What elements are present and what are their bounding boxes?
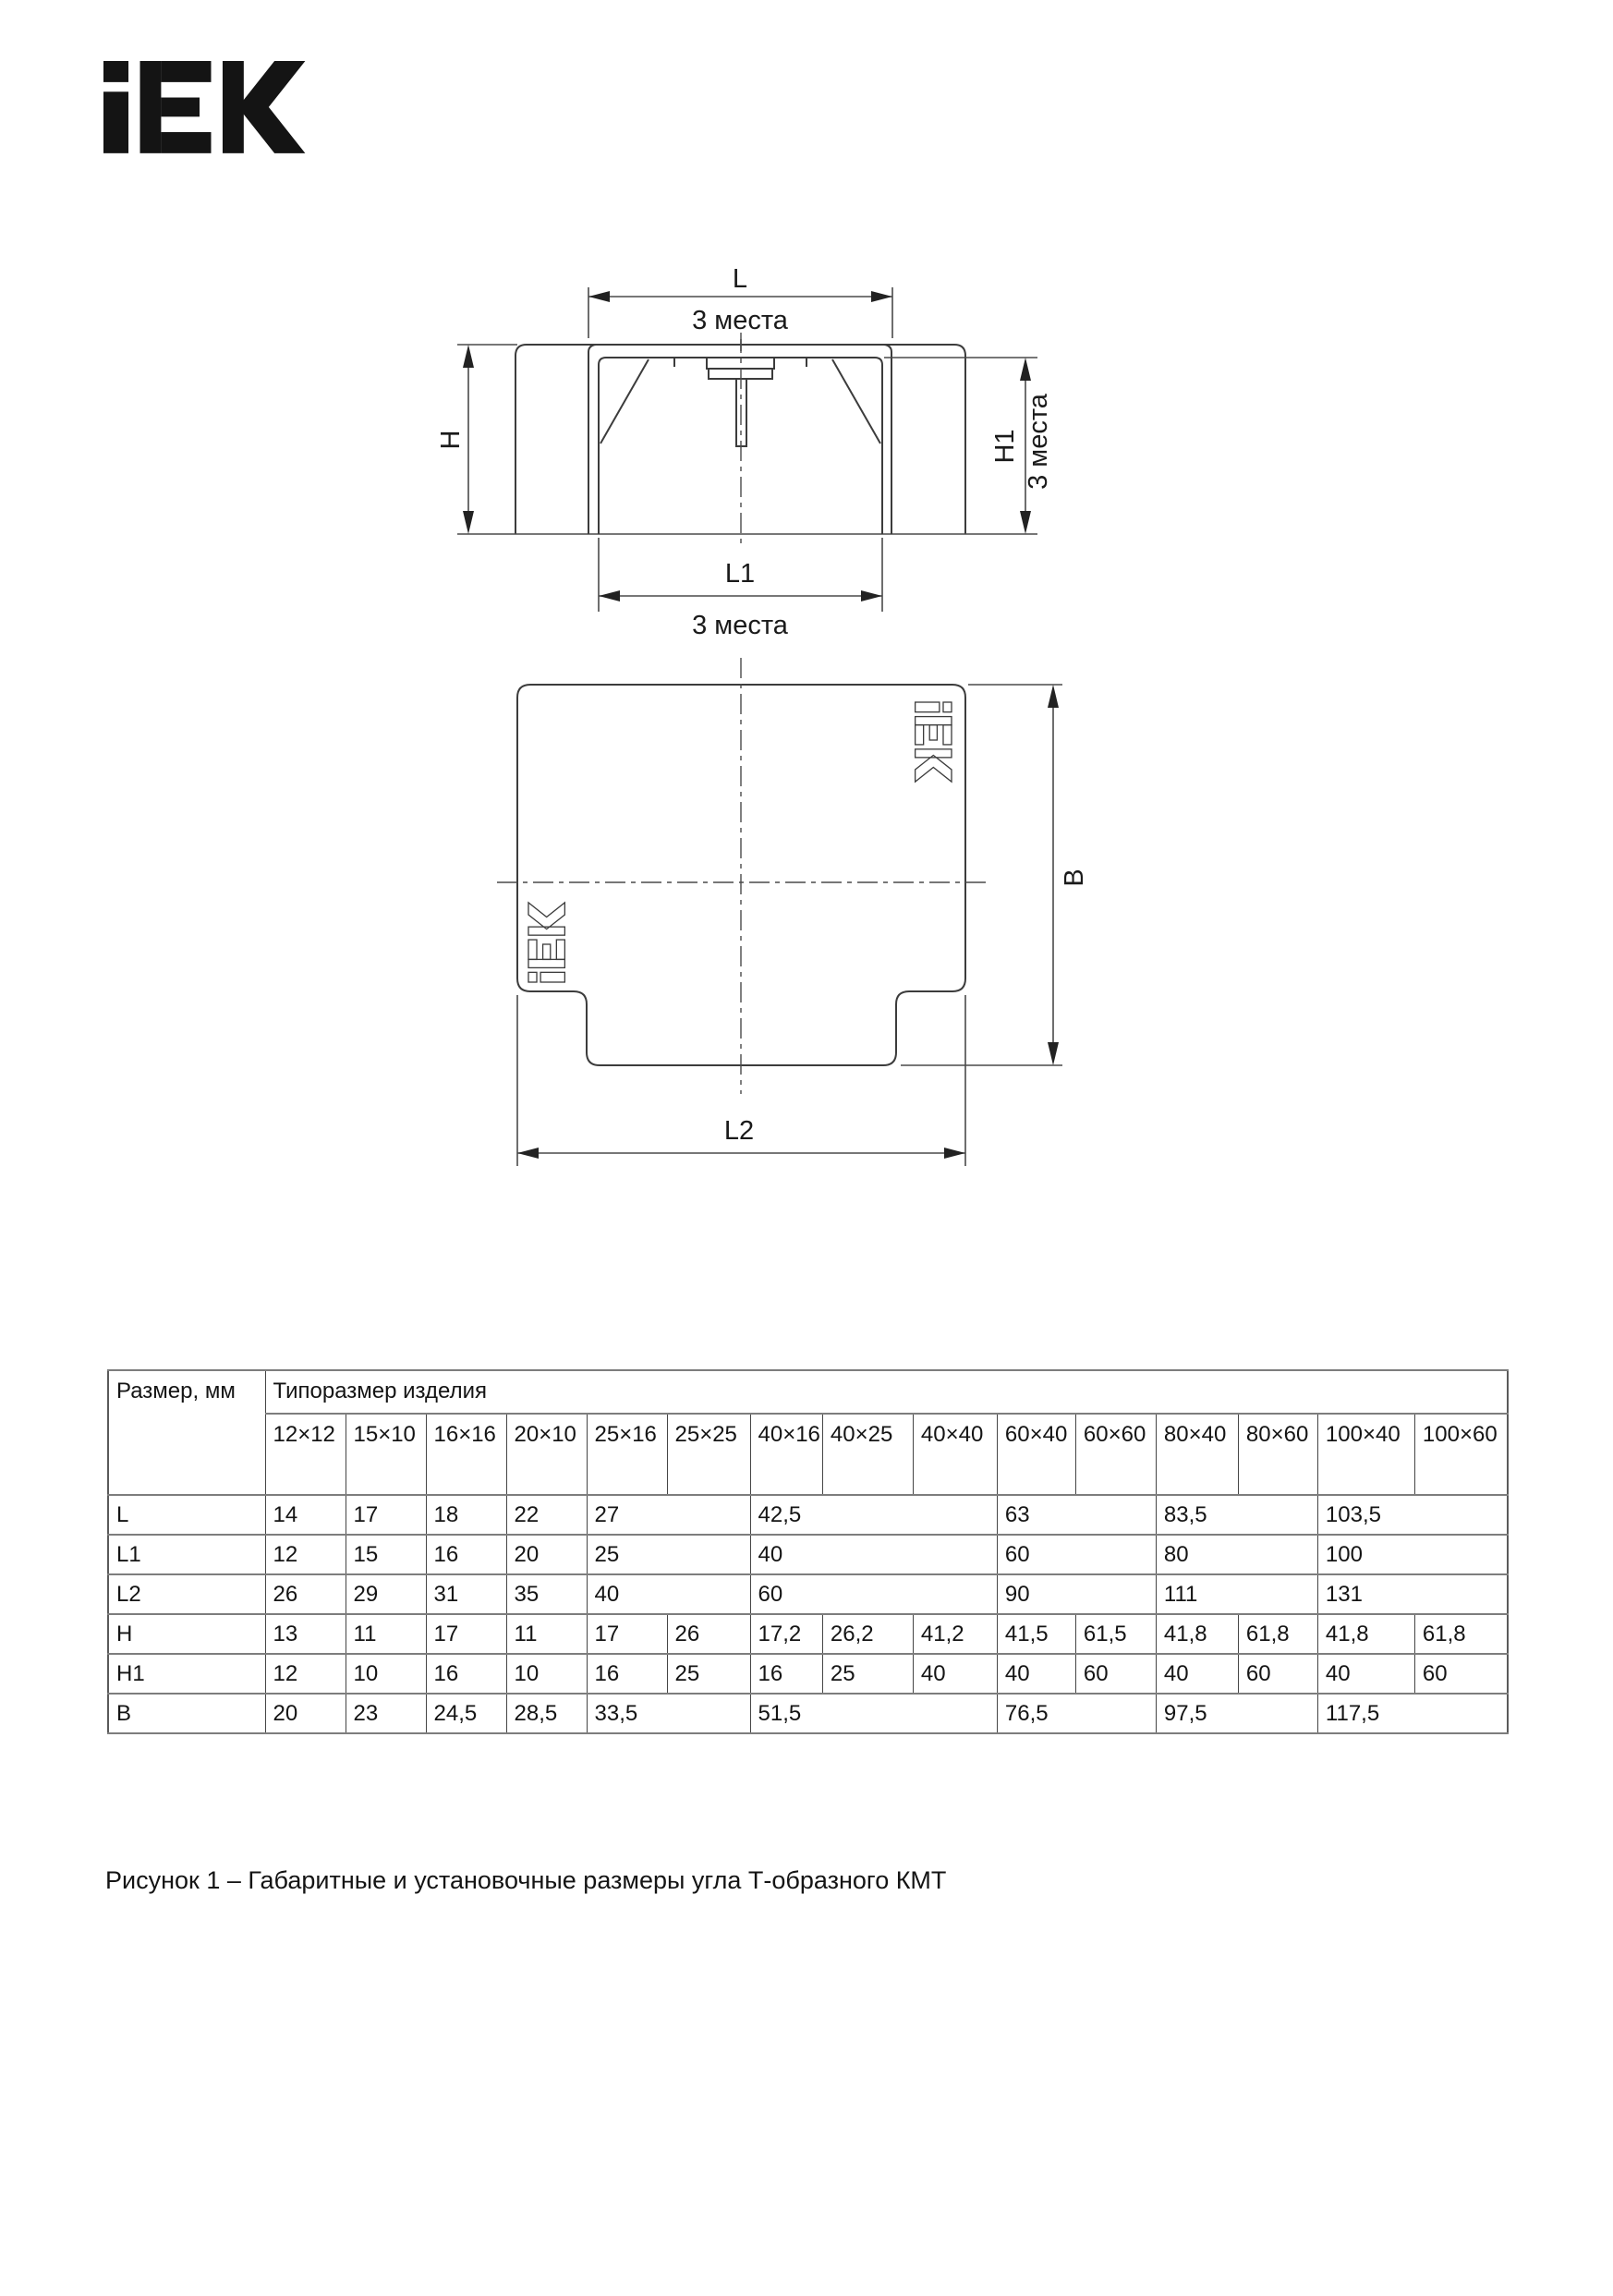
table-row: [108, 1495, 1508, 1535]
value-cell: 61,8: [1238, 1614, 1317, 1654]
group-header-cell: Типоразмер изделия: [265, 1370, 1508, 1414]
value-cell: 20: [265, 1694, 346, 1733]
value-cell: 16: [750, 1654, 822, 1694]
size-header-cell: 12×12: [265, 1414, 346, 1495]
value-cell: 51,5: [750, 1694, 997, 1733]
value-cell: 40: [587, 1574, 750, 1614]
value-cell: 76,5: [997, 1694, 1156, 1733]
value-cell: 20: [506, 1535, 587, 1574]
value-cell: 17: [426, 1614, 506, 1654]
row-label-cell: L2: [108, 1574, 265, 1614]
size-header-cell: 40×25: [822, 1414, 913, 1495]
value-cell: 17: [346, 1495, 426, 1535]
value-cell: 42,5: [750, 1495, 997, 1535]
dimension-L1: [599, 538, 882, 640]
value-cell: 60: [750, 1574, 997, 1614]
value-cell: 13: [265, 1614, 346, 1654]
dimension-H: [436, 345, 474, 534]
table-row: [108, 1614, 1508, 1654]
table-row: [108, 1574, 1508, 1614]
value-cell: 41,2: [913, 1614, 997, 1654]
iek-outline-logo-top-right: [916, 702, 952, 782]
value-cell: 41,8: [1317, 1614, 1414, 1654]
value-cell: 16: [587, 1654, 667, 1694]
dim-label-L: L: [732, 264, 748, 294]
value-cell: 26,2: [822, 1614, 913, 1654]
value-cell: 17,2: [750, 1614, 822, 1654]
value-cell: 25: [667, 1654, 750, 1694]
value-cell: 12: [265, 1535, 346, 1574]
dimension-B: [901, 685, 1089, 1065]
value-cell: 103,5: [1317, 1495, 1508, 1535]
dim-label-L1: L1: [724, 559, 756, 589]
value-cell: 24,5: [426, 1694, 506, 1733]
value-cell: 31: [426, 1574, 506, 1614]
size-header-cell: 25×25: [667, 1414, 750, 1495]
row-label-cell: H1: [108, 1654, 265, 1694]
value-cell: 100: [1317, 1535, 1508, 1574]
top-view-drawing: [497, 658, 1089, 1166]
value-cell: 41,8: [1156, 1614, 1238, 1654]
value-cell: 40: [913, 1654, 997, 1694]
dim-note-L-places: 3 места: [692, 306, 788, 335]
size-header-cell: 80×60: [1238, 1414, 1317, 1495]
value-cell: 61,8: [1414, 1614, 1508, 1654]
value-cell: 97,5: [1156, 1694, 1317, 1733]
row-label-cell: L1: [108, 1535, 265, 1574]
value-cell: 60: [997, 1535, 1156, 1574]
value-cell: 17: [587, 1614, 667, 1654]
row-label-cell: L: [108, 1495, 265, 1535]
dimension-H1: [884, 358, 1053, 534]
dimension-L: [588, 264, 892, 338]
size-header-cell: 60×40: [997, 1414, 1075, 1495]
size-header-cell: 40×40: [913, 1414, 997, 1495]
table-row: [108, 1654, 1508, 1694]
value-cell: 10: [506, 1654, 587, 1694]
dim-label-B: B: [1060, 869, 1089, 887]
value-cell: 11: [506, 1614, 587, 1654]
value-cell: 12: [265, 1654, 346, 1694]
value-cell: 18: [426, 1495, 506, 1535]
value-cell: 11: [346, 1614, 426, 1654]
value-cell: 131: [1317, 1574, 1508, 1614]
table-row: [108, 1535, 1508, 1574]
size-header-cell: 60×60: [1075, 1414, 1156, 1495]
size-header-cell: 40×16: [750, 1414, 822, 1495]
size-header-cell: 20×10: [506, 1414, 587, 1495]
dim-note-L1-places: 3 места: [692, 611, 788, 640]
value-cell: 40: [1317, 1654, 1414, 1694]
dim-note-H1-places: 3 места: [1024, 394, 1053, 490]
value-cell: 33,5: [587, 1694, 750, 1733]
value-cell: 90: [997, 1574, 1156, 1614]
figure-caption: Рисунок 1 – Габаритные и установочные размеры угла Т-образного КМТ: [105, 1866, 947, 1894]
value-cell: 27: [587, 1495, 750, 1535]
value-cell: 16: [426, 1535, 506, 1574]
value-cell: 16: [426, 1654, 506, 1694]
size-header-cell: 80×40: [1156, 1414, 1238, 1495]
size-header-cell: 15×10: [346, 1414, 426, 1495]
value-cell: 35: [506, 1574, 587, 1614]
row-label-cell: H: [108, 1614, 265, 1654]
value-cell: 29: [346, 1574, 426, 1614]
value-cell: 25: [822, 1654, 913, 1694]
dim-label-L2: L2: [723, 1116, 755, 1146]
value-cell: 28,5: [506, 1694, 587, 1733]
value-cell: 40: [750, 1535, 997, 1574]
size-header-cell: 100×40: [1317, 1414, 1414, 1495]
value-cell: 80: [1156, 1535, 1317, 1574]
size-header-cell: 16×16: [426, 1414, 506, 1495]
row-label-cell: B: [108, 1694, 265, 1733]
size-header-cell: 100×60: [1414, 1414, 1508, 1495]
value-cell: 63: [997, 1495, 1156, 1535]
sizes-header-row: [108, 1414, 1508, 1495]
dim-label-H1: H1: [990, 429, 1020, 464]
size-header-cell: 25×16: [587, 1414, 667, 1495]
corner-header-cell: Размер, мм: [108, 1370, 265, 1495]
iek-logo: [103, 61, 305, 153]
iek-outline-logo-bottom-left: [528, 903, 564, 982]
value-cell: 40: [997, 1654, 1075, 1694]
value-cell: 15: [346, 1535, 426, 1574]
value-cell: 25: [587, 1535, 750, 1574]
dimensions-table: [107, 1369, 1509, 1734]
value-cell: 23: [346, 1694, 426, 1733]
value-cell: 26: [265, 1574, 346, 1614]
value-cell: 40: [1156, 1654, 1238, 1694]
value-cell: 61,5: [1075, 1614, 1156, 1654]
value-cell: 83,5: [1156, 1495, 1317, 1535]
dim-label-H: H: [436, 430, 466, 450]
value-cell: 111: [1156, 1574, 1317, 1614]
value-cell: 117,5: [1317, 1694, 1508, 1733]
value-cell: 22: [506, 1495, 587, 1535]
value-cell: 60: [1414, 1654, 1508, 1694]
table-row: [108, 1694, 1508, 1733]
value-cell: 60: [1238, 1654, 1317, 1694]
value-cell: 60: [1075, 1654, 1156, 1694]
value-cell: 10: [346, 1654, 426, 1694]
value-cell: 26: [667, 1614, 750, 1654]
front-view-drawing: [436, 264, 1053, 640]
value-cell: 41,5: [997, 1614, 1075, 1654]
value-cell: 14: [265, 1495, 346, 1535]
